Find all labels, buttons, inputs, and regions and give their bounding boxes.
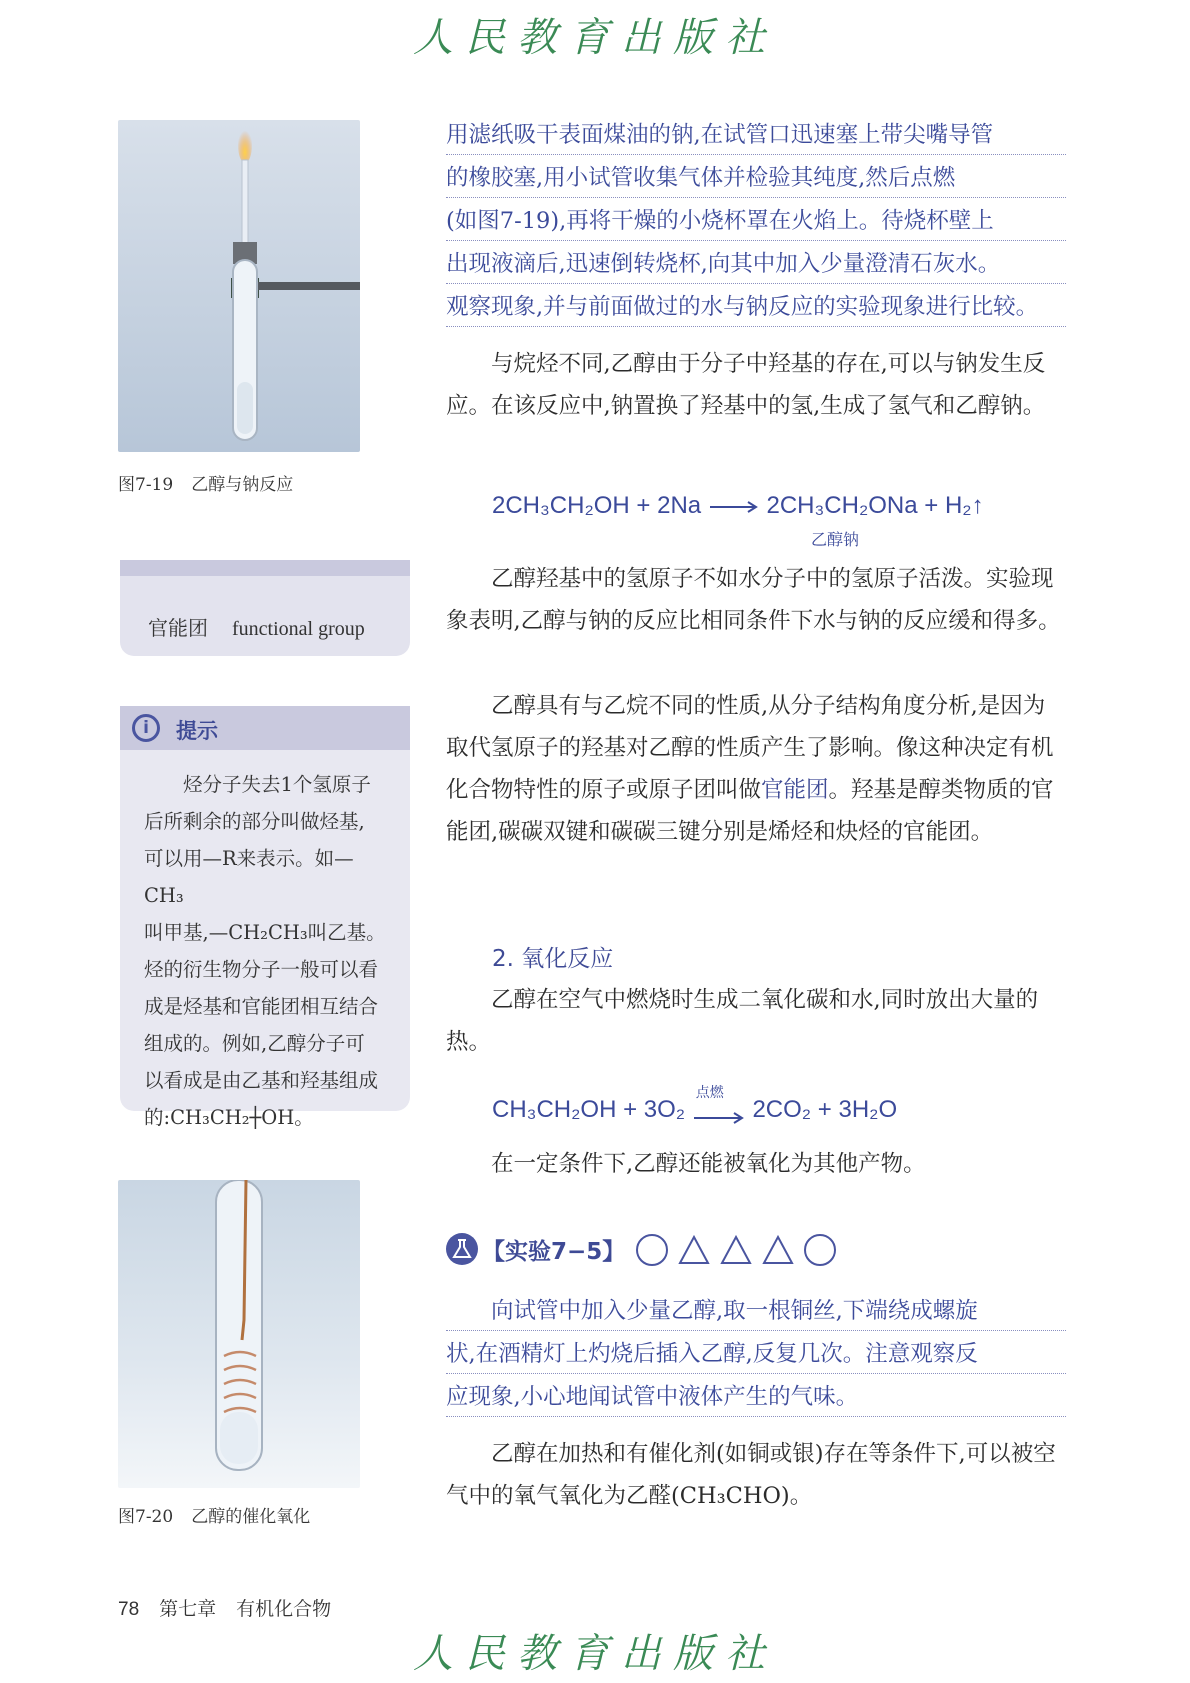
arrow-icon	[708, 493, 760, 521]
paragraph-6	[446, 1433, 1066, 1517]
figure-number: 图7-20	[118, 1507, 174, 1527]
tip-line: 可以用—R来表示。如—CH₃	[144, 847, 354, 907]
tip-line: 以看成是由乙基和羟基组成	[144, 1069, 379, 1092]
publisher-logo-bottom: 人民教育出版社	[413, 1631, 777, 1677]
paragraph-text: 与烷烃不同,乙醇由于分子中羟基的存在,可以与钠发生反应。在该反应中,钠置换了羟基中的氢,生成了氢气和乙醇钠。	[446, 351, 1046, 419]
equation-product-label: 乙醇钠	[811, 530, 860, 549]
tip-line: 烃的衍生物分子一般可以看	[144, 958, 379, 981]
tip-line: 后所剩余的部分叫做烃基,	[144, 810, 365, 833]
paragraph-2	[446, 558, 1066, 642]
tip-line: 叫甲基,—CH₂CH₃叫乙基。	[144, 921, 386, 944]
figure-7-19-caption	[118, 470, 293, 495]
tip-line: 烃分子失去1个氢原子	[183, 773, 371, 796]
experiment-title: 【实验7−5】	[482, 1239, 626, 1265]
paragraph-text: 乙醇羟基中的氢原子不如水分子中的氢原子活泼。实验现象表明,乙醇与钠的反应比相同条件下水与钠的反应缓和得多。	[446, 566, 1061, 634]
page-footer	[118, 1594, 331, 1621]
ventilation-icon	[762, 1234, 794, 1266]
tip-title: 提示	[176, 719, 218, 743]
reaction-condition: 点燃	[695, 1084, 724, 1101]
equation-left: 2CH₃CH₂OH + 2Na	[492, 492, 702, 519]
paragraph-text: 在一定条件下,乙醇还能被氧化为其他产物。	[491, 1151, 926, 1177]
chapter-number: 第七章	[159, 1598, 217, 1620]
tip-box	[120, 706, 410, 1129]
equation-right: 2CO₂ + 3H₂O	[752, 1096, 898, 1123]
tip-line: 成是烃基和官能团相互结合	[144, 995, 379, 1018]
experiment-line: (如图7-19),再将干燥的小烧杯罩在火焰上。待烧杯壁上	[446, 200, 1066, 241]
paragraph-text: 乙醇在空气中燃烧时生成二氧化碳和水,同时放出大量的热。	[446, 987, 1039, 1055]
experiment-line: 应现象,小心地闻试管中液体产生的气味。	[446, 1376, 1066, 1417]
section-heading: 2. 氧化反应	[492, 946, 614, 972]
goggles-icon	[636, 1234, 668, 1266]
tip-body	[144, 766, 392, 1136]
figure-caption-text: 乙醇的催化氧化	[191, 1507, 311, 1527]
tip-header	[120, 706, 410, 750]
figure-7-19-photo	[118, 120, 360, 452]
equation-combustion	[492, 1084, 898, 1124]
experiment-7-5-text	[446, 1290, 1066, 1419]
tip-line: 的:CH₃CH₂┼OH。	[144, 1106, 314, 1129]
figure-number: 图7-19	[118, 475, 174, 495]
figure-7-20-photo	[118, 1180, 360, 1488]
tip-line: 组成的。例如,乙醇分子可	[144, 1032, 365, 1055]
chapter-title: 有机化合物	[236, 1598, 332, 1620]
flask-icon	[446, 1233, 478, 1265]
arrow-icon	[692, 1111, 746, 1125]
experiment-line: 向试管中加入少量乙醇,取一根铜丝,下端绕成螺旋	[446, 1290, 1066, 1331]
arrow-with-condition	[692, 1084, 746, 1118]
paragraph-5	[446, 1143, 1066, 1185]
flame-warning-icon	[678, 1234, 710, 1266]
paragraph-text: 乙醇在加热和有催化剂(如铜或银)存在等条件下,可以被空气中的氧气氧化为乙醛(CH₃CHO)。	[446, 1441, 1056, 1509]
experiment-line: 观察现象,并与前面做过的水与钠反应的实验现象进行比较。	[446, 286, 1066, 327]
equation-right: 2CH₃CH₂ONa + H₂↑	[766, 492, 984, 519]
highlight-term: 官能团	[761, 777, 829, 803]
glossary-term-en: functional group	[232, 618, 365, 640]
experiment-line: 状,在酒精灯上灼烧后插入乙醇,反复几次。注意观察反	[446, 1333, 1066, 1374]
paragraph-1	[446, 343, 1066, 427]
figure-caption-text: 乙醇与钠反应	[191, 475, 294, 495]
figure-7-20-caption	[118, 1502, 310, 1527]
paragraph-4	[446, 979, 1066, 1063]
paragraph-text: 乙醇具有与乙烷不同的性质,从分子结构角度分析,是因为取代氢原子的羟基对乙醇的性质产生了影响。像这种决定有机化合物特性的原子或原子团叫做	[446, 693, 1054, 803]
info-icon: i	[132, 714, 160, 742]
experiment-text-top	[446, 114, 1066, 329]
heat-warning-icon	[720, 1234, 752, 1266]
experiment-line: 的橡胶塞,用小试管收集气体并检验其纯度,然后点燃	[446, 157, 1066, 198]
paragraph-text: 。羟基是醇类物质的官能团,碳碳双键和碳碳三键分别是烯烃和炔烃的官能团。	[446, 777, 1054, 845]
glossary-box	[120, 560, 410, 656]
equation-sodium	[492, 492, 984, 521]
experiment-line: 用滤纸吸干表面煤油的钠,在试管口迅速塞上带尖嘴导管	[446, 114, 1066, 155]
experiment-line: 出现液滴后,迅速倒转烧杯,向其中加入少量澄清石灰水。	[446, 243, 1066, 284]
page-number: 78	[118, 1599, 140, 1620]
wash-hands-icon	[804, 1234, 836, 1266]
equation-left: CH₃CH₂OH + 3O₂	[492, 1096, 686, 1123]
publisher-logo-top: 人民教育出版社	[413, 15, 777, 61]
glossary-term-zh: 官能团	[148, 616, 208, 640]
paragraph-3	[446, 685, 1066, 853]
